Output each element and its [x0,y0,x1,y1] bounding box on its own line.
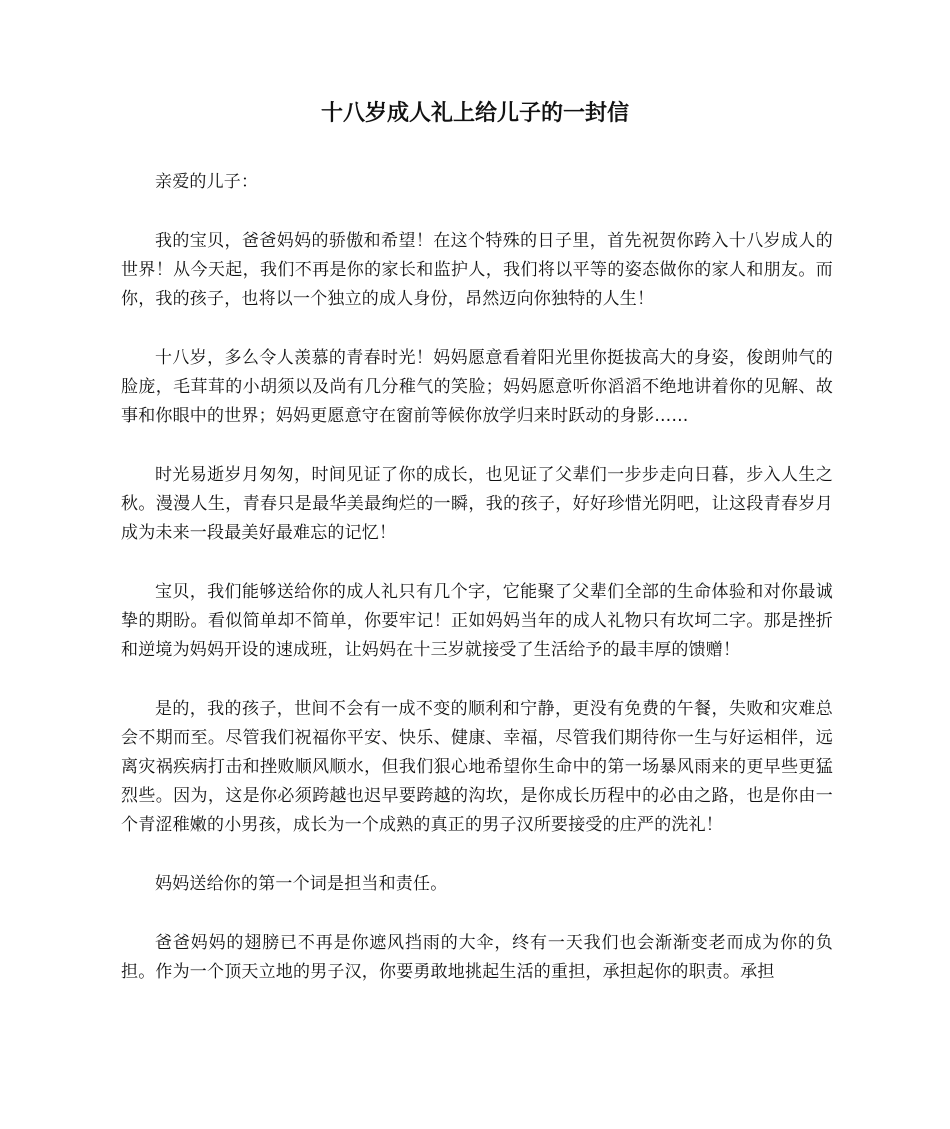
paragraph: 妈妈送给你的第一个词是担当和责任。 [155,874,448,894]
paragraph: 爸爸妈妈的翅膀已不再是你遮风挡雨的大伞，终有一天我们也会渐渐变老而成为你的负担。作为一个顶天立地的男子汉，你要勇敢地挑起生活的重担，承担起你的职责。承担 [121,933,833,982]
salutation: 亲爱的儿子： [155,172,259,192]
paragraph: 我的宝贝，爸爸妈妈的骄傲和希望！在这个特殊的日子里，首先祝贺你跨入十八岁成人的世界！从今天起，我们不再是你的家长和监护人，我们将以平等的姿态做你的家人和朋友。而你，我的孩子，也将以一个独立的成人身份，昂然迈向你独特的人生！ [121,231,833,309]
paragraph: 十八岁，多么令人羡慕的青春时光！妈妈愿意看着阳光里你挺拔高大的身姿，俊朗帅气的脸庞，毛茸茸的小胡须以及尚有几分稚气的笑脸；妈妈愿意听你滔滔不绝地讲着你的见解、故事和你眼中的世界；妈妈更愿意守在窗前等候你放学归来时跃动的身影…… [121,348,833,426]
paragraph: 时光易逝岁月匆匆，时间见证了你的成长，也见证了父辈们一步步走向日暮，步入人生之秋。漫漫人生，青春只是最华美最绚烂的一瞬，我的孩子，好好珍惜光阴吧，让这段青春岁月成为未来一段最美好最难忘的记忆！ [121,465,833,543]
document-title: 十八岁成人礼上给儿子的一封信 [320,101,629,126]
letter-body [121,168,833,1017]
paragraph: 宝贝，我们能够送给你的成人礼只有几个字，它能聚了父辈们全部的生命体验和对你最诚挚的期盼。看似简单却不简单，你要牢记！正如妈妈当年的成人礼物只有坎坷二字。那是挫折和逆境为妈妈开设的速成班，让妈妈在十三岁就接受了生活给予的最丰厚的馈赠！ [121,582,833,660]
paragraph: 是的，我的孩子，世间不会有一成不变的顺利和宁静，更没有免费的午餐，失败和灾难总会不期而至。尽管我们祝福你平安、快乐、健康、幸福，尽管我们期待你一生与好运相伴，远离灾祸疾病打击和挫败顺风顺水，但我们狠心地希望你生命中的第一场暴风雨来的更早些更猛烈些。因为，这是你必须跨越也迟早要跨越的沟坎，是你成长历程中的必由之路，也是你由一个青涩稚嫩的小男孩，成长为一个成熟的真正的男子汉所要接受的庄严的洗礼！ [121,699,833,835]
